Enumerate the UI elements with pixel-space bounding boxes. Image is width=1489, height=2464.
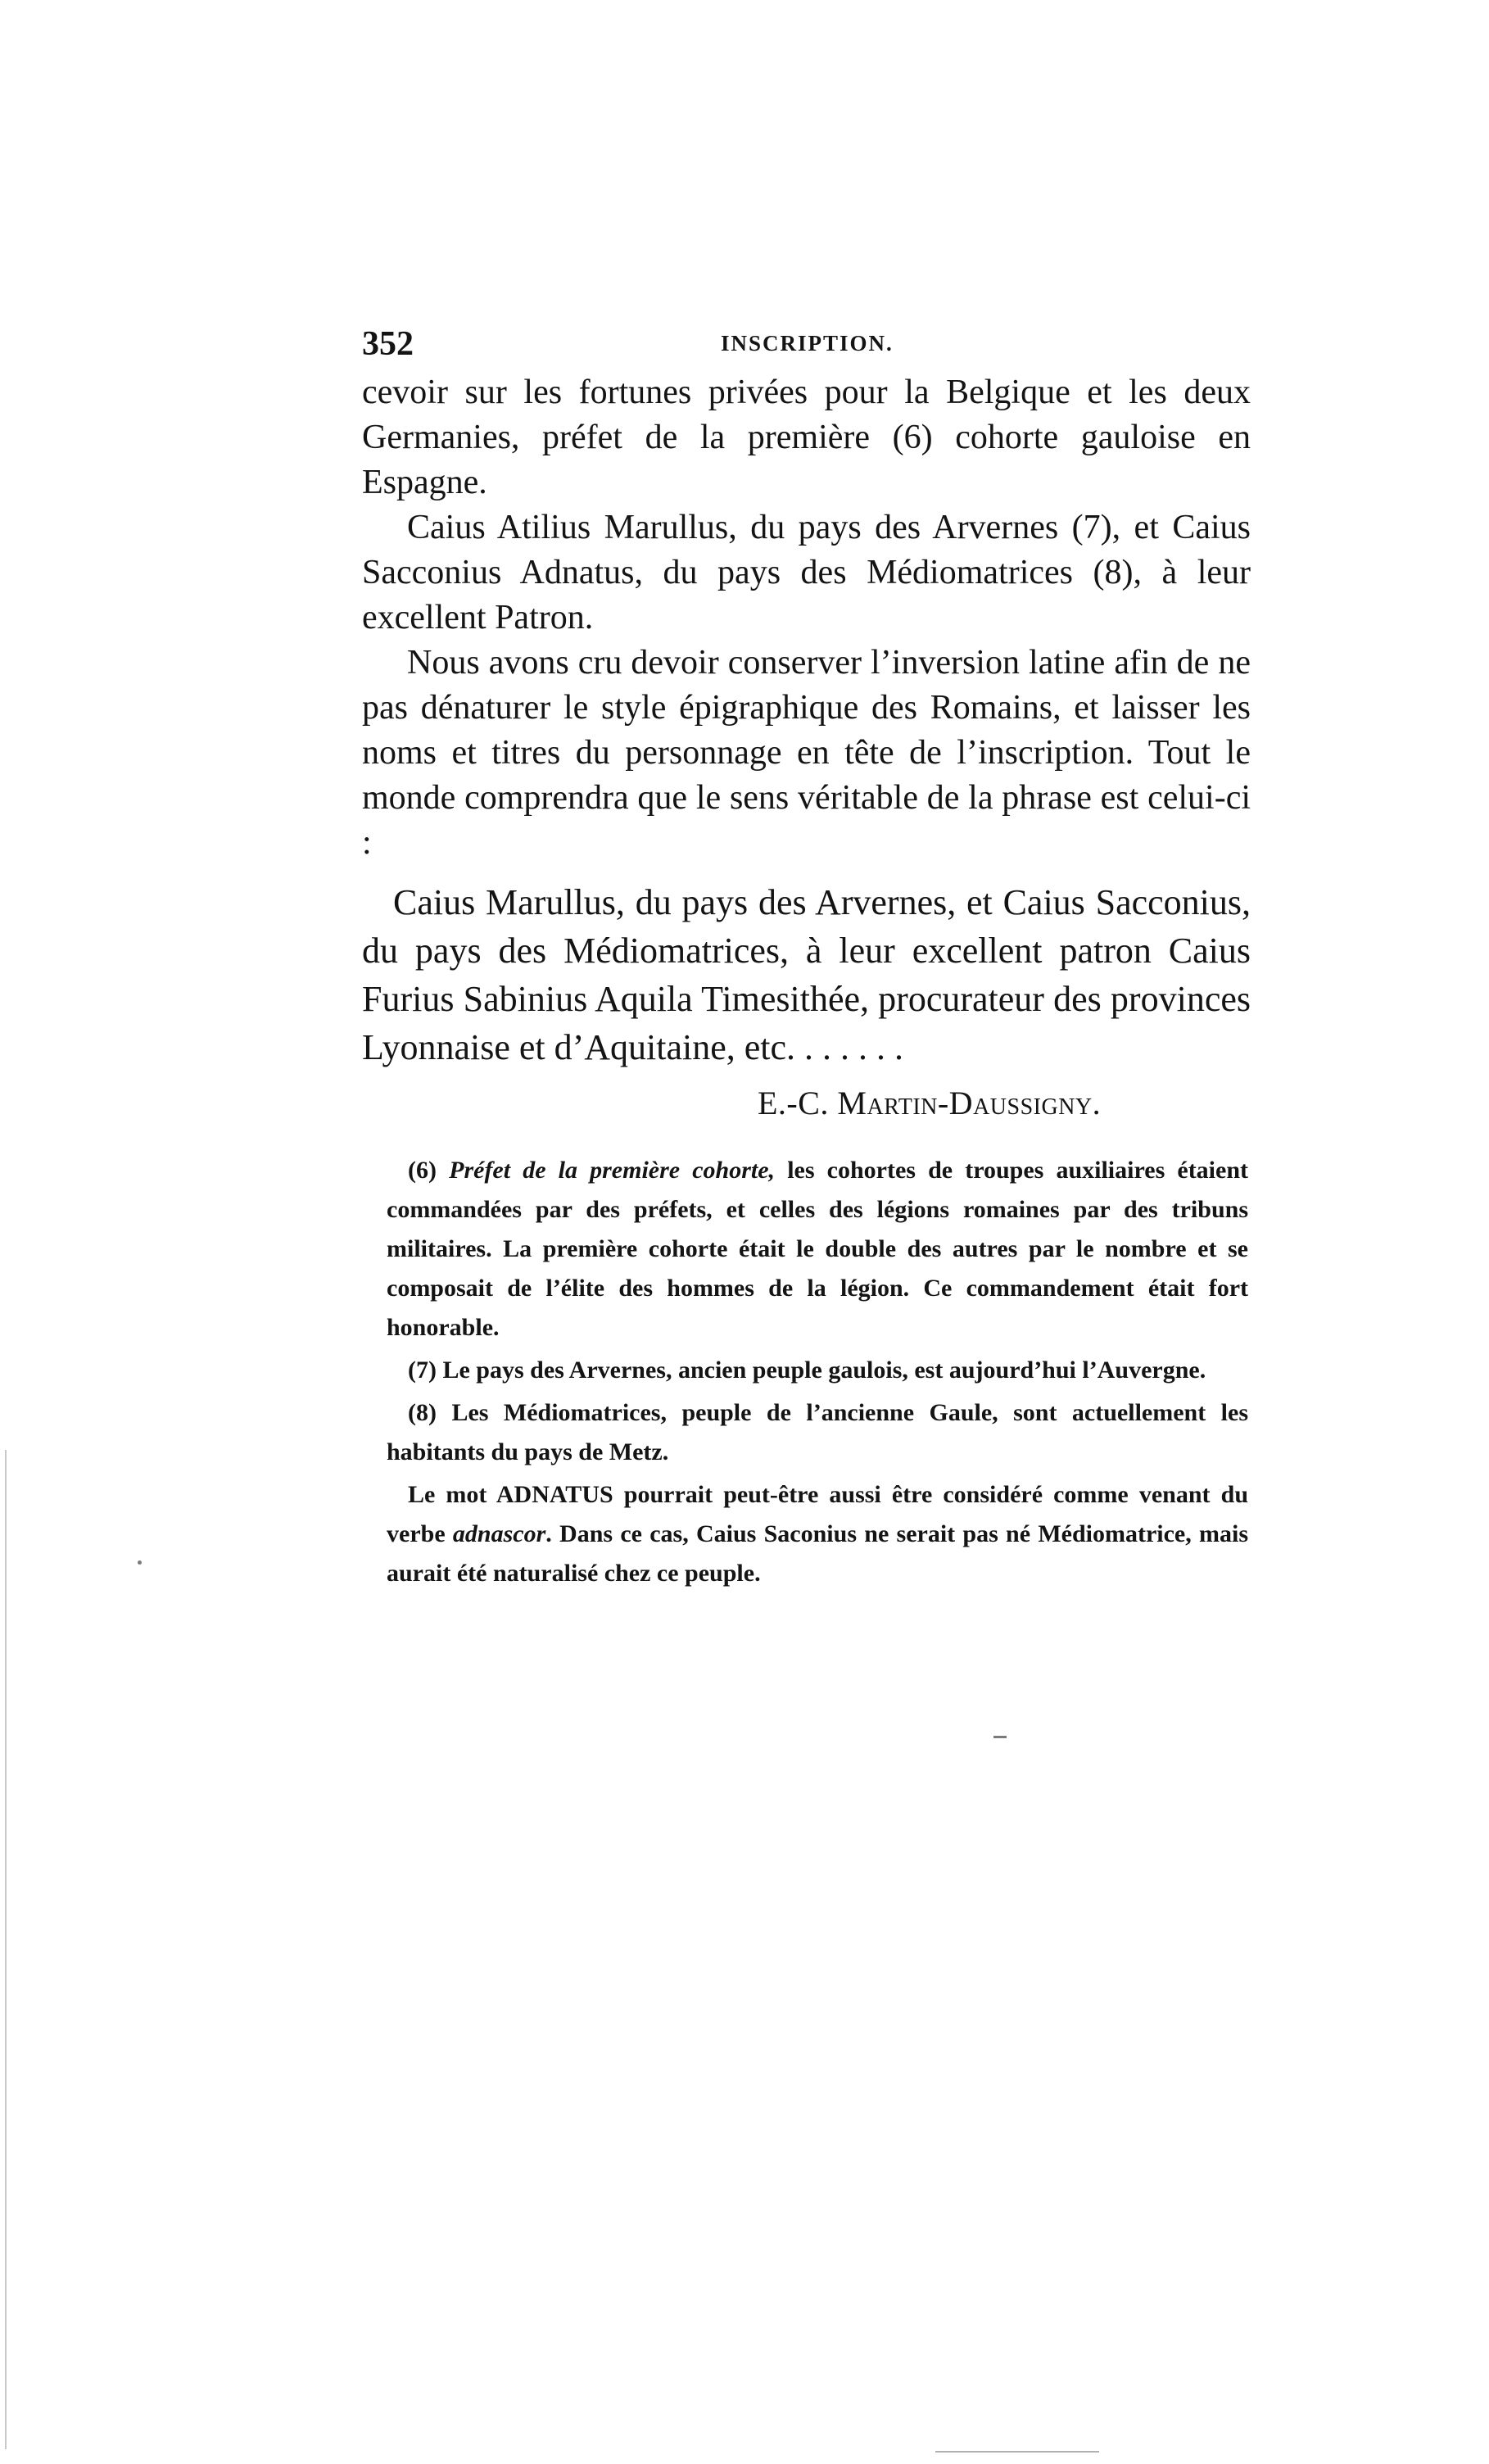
running-title: INSCRIPTION.: [721, 331, 894, 356]
footnote-number: (6): [408, 1157, 437, 1184]
footnotes: [387, 1151, 1248, 1597]
main-text: [362, 370, 1251, 866]
body-paragraph: cevoir sur les fortunes privées pour la Belgique et les deux Germanies, préfet de la première (6) cohorte gauloise en Espagne.: [362, 374, 1251, 501]
body-paragraph: Nous avons cru devoir conserver l’inversion latine afin de ne pas dénaturer le style épigraphique des Romains, et laisser les noms et titres du personnage en tête de l’inscription. Tout le monde comprendra que le sens véritable de la phrase est celui-ci :: [362, 644, 1251, 862]
scan-mark: [138, 1560, 142, 1565]
footnote-8: (8) Les Médiomatrices, peuple de l’ancienne Gaule, sont actuellement les habitants du pays de Metz.: [387, 1399, 1248, 1465]
footnote-7: (7) Le pays des Arvernes, ancien peuple gaulois, est aujourd’hui l’Auvergne.: [408, 1357, 1206, 1384]
footnote-additional: [387, 1475, 1248, 1593]
page-header: [362, 324, 1263, 365]
latin-term: adnascor: [452, 1520, 546, 1547]
author-signature: E.-C. Martin-Daussigny.: [758, 1085, 1102, 1121]
page-number: 352: [362, 325, 414, 363]
footnote-text: les cohortes de troupes auxiliaires étaient commandées par des préfets, et celles des légions romaines par des tribuns militaires. La première cohorte était le double des autres par le nombre et se composait de l’élite des hommes de la légion. Ce commandement était fort honorable.: [387, 1157, 1249, 1341]
paraphrase-block: [362, 878, 1251, 1071]
footnote-6: [387, 1151, 1248, 1348]
paraphrase-text: Caius Marullus, du pays des Arvernes, et Caius Sacconius, du pays des Médiomatrices, à leur excellent patron Caius Furius Sabinius Aquila Timesithée, procurateur des provinces Lyonnaise et d’Aquitaine, etc. . . . . . .: [362, 882, 1251, 1067]
scan-mark: [993, 1736, 1007, 1738]
footnote-text: . Dans ce cas, Caius Saconius ne serait pas né Médiomatrice, mais aurait été naturalisé chez ce peuple.: [387, 1520, 1249, 1587]
footnote-text: Le mot ADNATUS pourrait peut-être aussi être considéré comme venant du verbe: [387, 1481, 1248, 1547]
footnote-title: Préfet de la première cohorte,: [449, 1157, 776, 1184]
scan-mark: [935, 2451, 1099, 2453]
scan-mark: [5, 1450, 7, 2449]
body-paragraph: Caius Atilius Marullus, du pays des Arvernes (7), et Caius Sacconius Adnatus, du pays des Médiomatrices (8), à leur excellent Patron.: [362, 509, 1251, 636]
